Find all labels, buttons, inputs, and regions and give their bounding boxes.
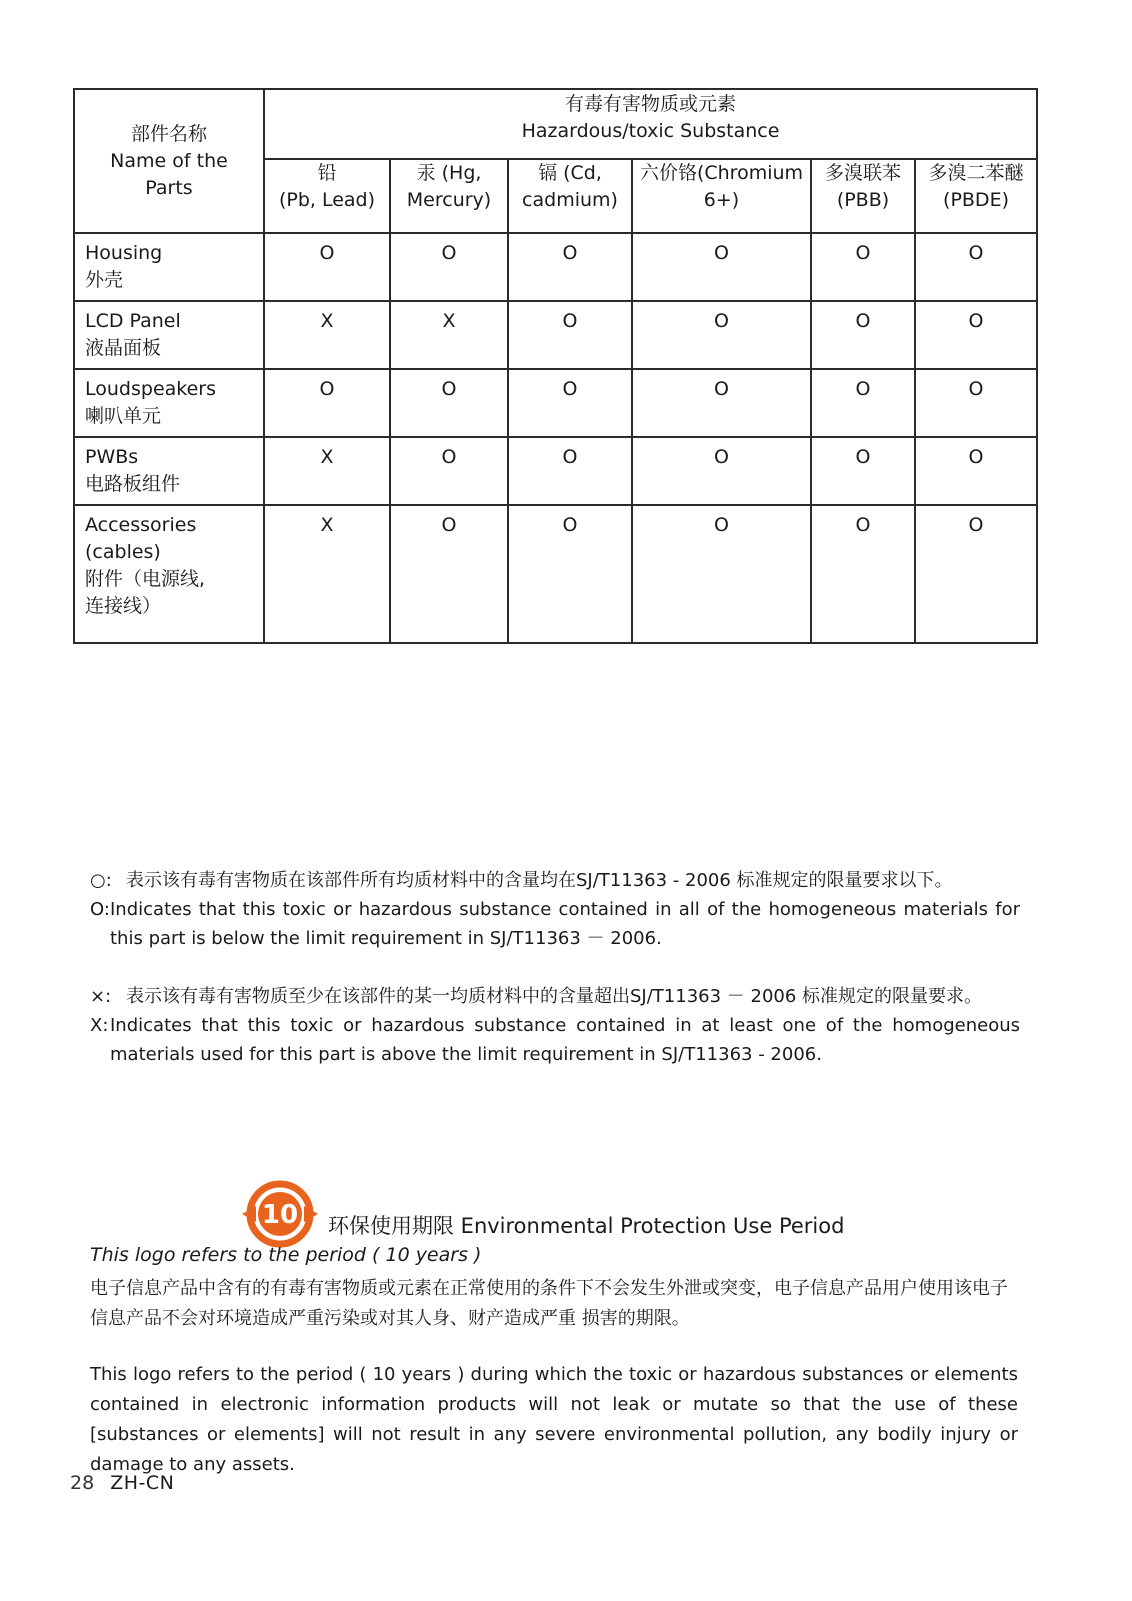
value-cell: O: [811, 301, 915, 369]
epup-title: 环保使用期限 Environmental Protection Use Period: [328, 1214, 845, 1238]
epup-description-zh: 电子信息产品中含有的有毒有害物质或元素在正常使用的条件下不会发生外泄或突变，电子信息产品用户使用该电子信息产品不会对环境造成严重污染或对其人身、财产造成严重 损害的期限。: [90, 1278, 1008, 1329]
page-footer: [70, 1472, 174, 1494]
note-o-en-text: Indicates that this toxic or hazardous substance contained in all of the homogeneous materials for this part is below the limit requirement in SJ/T11363 － 2006.: [110, 899, 1020, 949]
substance-header-chromium: 六价铬(Chromium 6+): [632, 159, 811, 233]
substance-header-pbde: 多溴二苯醚 (PBDE): [915, 159, 1037, 233]
value-cell: O: [811, 437, 915, 505]
substance-header-mercury: 汞 (Hg, Mercury): [390, 159, 508, 233]
language-code: ZH-CN: [110, 1472, 175, 1494]
note-o-zh-text: 表示该有毒有害物质在该部件所有均质材料中的含量均在SJ/T11363 - 2006 标准规定的限量要求以下。: [126, 870, 953, 891]
part-name-cell: PWBs 电路板组件: [74, 437, 264, 505]
value-cell: O: [632, 437, 811, 505]
value-cell: X: [390, 301, 508, 369]
note-x-zh: [90, 982, 1020, 1011]
part-name-cell: Accessories (cables) 附件（电源线, 连接线）: [74, 505, 264, 643]
logo-number: 10: [261, 1200, 299, 1230]
value-cell: O: [264, 369, 390, 437]
epup-subtitle: This logo refers to the period ( 10 years ): [90, 1244, 482, 1266]
value-cell: O: [632, 233, 811, 301]
note-x-en-label: X:: [90, 1015, 109, 1036]
value-cell: O: [508, 369, 632, 437]
note-x-en: [90, 1011, 1020, 1069]
table-row: [74, 369, 1037, 437]
value-cell: O: [915, 301, 1037, 369]
parts-header: [74, 89, 264, 233]
substance-header-lead: 铅 (Pb, Lead): [264, 159, 390, 233]
substance-group-en: Hazardous/toxic Substance: [521, 120, 780, 142]
part-name-cell: Housing 外壳: [74, 233, 264, 301]
value-cell: X: [264, 301, 390, 369]
value-cell: O: [915, 233, 1037, 301]
page-number: 28: [70, 1472, 95, 1494]
value-cell: O: [390, 233, 508, 301]
value-cell: O: [632, 505, 811, 643]
value-cell: O: [390, 369, 508, 437]
epup-description-en: This logo refers to the period ( 10 years ) during which the toxic or hazardous substances or elements contained in electronic information products will not leak or mutate so that the use of these [substances or elements] will not result in any severe environmental pollution, any bodily injury or damage to any assets.: [90, 1364, 1018, 1475]
hazardous-substance-table: [73, 88, 1038, 644]
value-cell: O: [811, 233, 915, 301]
value-cell: O: [508, 233, 632, 301]
note-x: [90, 982, 1020, 1069]
value-cell: O: [811, 369, 915, 437]
table-row: [74, 505, 1037, 643]
note-o: [90, 866, 1020, 953]
note-o-zh-label: ○:: [90, 870, 112, 891]
part-name-cell: LCD Panel 液晶面板: [74, 301, 264, 369]
value-cell: O: [915, 437, 1037, 505]
value-cell: O: [390, 505, 508, 643]
value-cell: O: [915, 369, 1037, 437]
parts-header-zh: 部件名称: [130, 122, 207, 145]
value-cell: X: [264, 505, 390, 643]
value-cell: X: [264, 437, 390, 505]
note-o-en-label: O:: [90, 899, 110, 920]
note-o-zh: [90, 866, 1020, 895]
note-x-en-text: Indicates that this toxic or hazardous substance contained in at least one of the homogeneous materials used for this part is above the limit requirement in SJ/T11363 - 2006.: [110, 1015, 1020, 1065]
table-row: [74, 437, 1037, 505]
epup-heading: [238, 1176, 844, 1248]
table-row: [74, 233, 1037, 301]
note-x-zh-label: ×:: [90, 986, 112, 1007]
epup-10-logo-icon: [238, 1176, 326, 1248]
parts-header-en-1: Name of the: [110, 149, 228, 172]
value-cell: O: [508, 437, 632, 505]
parts-header-en-2: Parts: [145, 176, 193, 199]
value-cell: O: [508, 301, 632, 369]
value-cell: O: [264, 233, 390, 301]
value-cell: O: [390, 437, 508, 505]
table-row: [74, 301, 1037, 369]
value-cell: O: [632, 301, 811, 369]
note-o-en: [90, 895, 1020, 953]
value-cell: O: [508, 505, 632, 643]
substance-group-zh: 有毒有害物质或元素: [565, 93, 737, 115]
substance-group-header: [264, 89, 1037, 159]
substance-header-pbb: 多溴联苯 (PBB): [811, 159, 915, 233]
note-x-zh-text: 表示该有毒有害物质至少在该部件的某一均质材料中的含量超出SJ/T11363 － 2006 标准规定的限量要求。: [126, 986, 983, 1007]
substance-header-cadmium: 镉 (Cd, cadmium): [508, 159, 632, 233]
value-cell: O: [915, 505, 1037, 643]
value-cell: O: [811, 505, 915, 643]
part-name-cell: Loudspeakers 喇叭单元: [74, 369, 264, 437]
value-cell: O: [632, 369, 811, 437]
